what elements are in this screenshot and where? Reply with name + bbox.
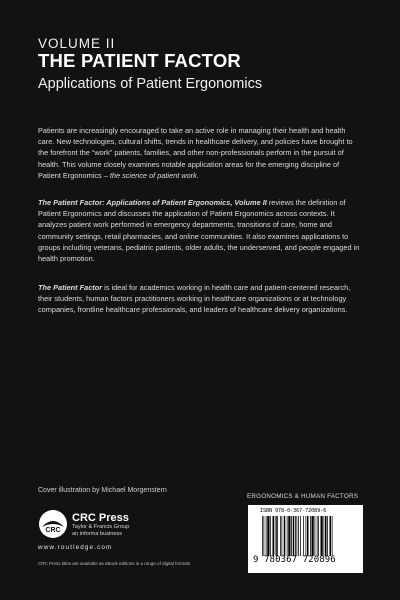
barcode-bar — [297, 516, 298, 556]
barcode-bar — [291, 516, 292, 556]
p1-text: Patients are increasingly encouraged to take an active role in managing their health and health care. New technologies, cultural shifts, trends in healthcare delivery, and policies have brought to the forefront the “work” patients, families, and other non-professionals perform in the pursuit of health. This volume closely examines notable application areas for the emerging discipline of Patient Ergonomics – — [38, 126, 353, 180]
p3-text: is ideal for academics working in health care and patient-centered research, their students, human factors practitioners working in healthcare organizations or at technology companies, frontline healthcare professionals, and leaders of healthcare delivery organizations. — [38, 283, 351, 315]
barcode-bar — [287, 516, 288, 556]
p2-text: reviews the definition of Patient Ergonomics and discusses the application of Patient Ergonomics across contexts. It analyzes patient work performed in emergency departments, transitions of care, home and community settings, retail pharmacies, and online communities. It also examines applications to groups including veterans, pediatric patients, older adults, the underserved, and people engaged in health promotion. — [38, 198, 360, 264]
volume-label: VOLUME II — [38, 36, 116, 51]
publisher-informa: an informa business — [72, 531, 123, 537]
barcode-bar — [300, 516, 301, 556]
barcode-bar — [318, 516, 319, 556]
isbn-barcode — [248, 505, 363, 573]
barcode-bar — [273, 516, 275, 556]
description-paragraph-1 — [38, 125, 362, 181]
barcode-bar — [280, 516, 281, 556]
barcode-bar — [276, 516, 278, 556]
publisher-block — [72, 512, 129, 538]
barcode-bar — [284, 516, 286, 556]
barcode-bar — [303, 516, 304, 556]
barcode-bar — [312, 516, 314, 556]
barcode-bar — [330, 516, 332, 556]
ebook-note: CRC Press titles are available as eBook editions in a range of digital formats — [38, 561, 191, 566]
publisher-name: CRC Press — [72, 512, 129, 524]
cover-credit: Cover illustration by Michael Morgenstern — [38, 487, 167, 494]
barcode-bar — [266, 516, 267, 556]
description-paragraph-3 — [38, 282, 362, 316]
barcode-bar — [267, 516, 269, 556]
publisher-group: Taylor & Francis Group — [72, 524, 130, 530]
barcode-bars — [262, 516, 356, 556]
barcode-bar — [288, 516, 290, 556]
publisher-url: www.routledge.com — [38, 544, 113, 551]
isbn-label: ISBN 978-0-367-72089-6 — [260, 508, 327, 514]
barcode-bar — [321, 516, 323, 556]
isbn-digits: 9 780367 720896 — [253, 555, 336, 565]
p3-lead: The Patient Factor — [38, 283, 103, 292]
barcode-bar — [275, 516, 276, 556]
barcode-bar — [270, 516, 271, 556]
barcode-bar — [332, 516, 333, 556]
barcode-bar — [310, 516, 311, 556]
p1-italic: the science of patient work — [109, 170, 197, 180]
description-paragraph-2 — [38, 197, 362, 264]
barcode-bar — [327, 516, 328, 556]
barcode-bar — [293, 516, 295, 556]
barcode-bar — [298, 516, 299, 556]
barcode-bar — [317, 516, 318, 556]
p2-lead: The Patient Factor: Applications of Patient Ergonomics, Volume II — [38, 198, 267, 207]
p1-end: . — [196, 170, 199, 180]
crc-logo-text: CRC — [45, 527, 61, 534]
barcode-bar — [282, 516, 283, 556]
barcode-bar — [307, 516, 309, 556]
barcode-bar — [264, 516, 265, 556]
barcode-bar — [262, 516, 263, 556]
barcode-bar — [315, 516, 316, 556]
book-title: THE PATIENT FACTOR — [38, 50, 241, 71]
series-label: ERGONOMICS & HUMAN FACTORS — [247, 493, 359, 500]
crc-press-logo-icon — [38, 509, 68, 539]
barcode-bar — [295, 516, 296, 556]
book-subtitle: Applications of Patient Ergonomics — [38, 76, 263, 92]
barcode-bar — [306, 516, 307, 556]
barcode-bar — [325, 516, 327, 556]
barcode-bar — [324, 516, 325, 556]
